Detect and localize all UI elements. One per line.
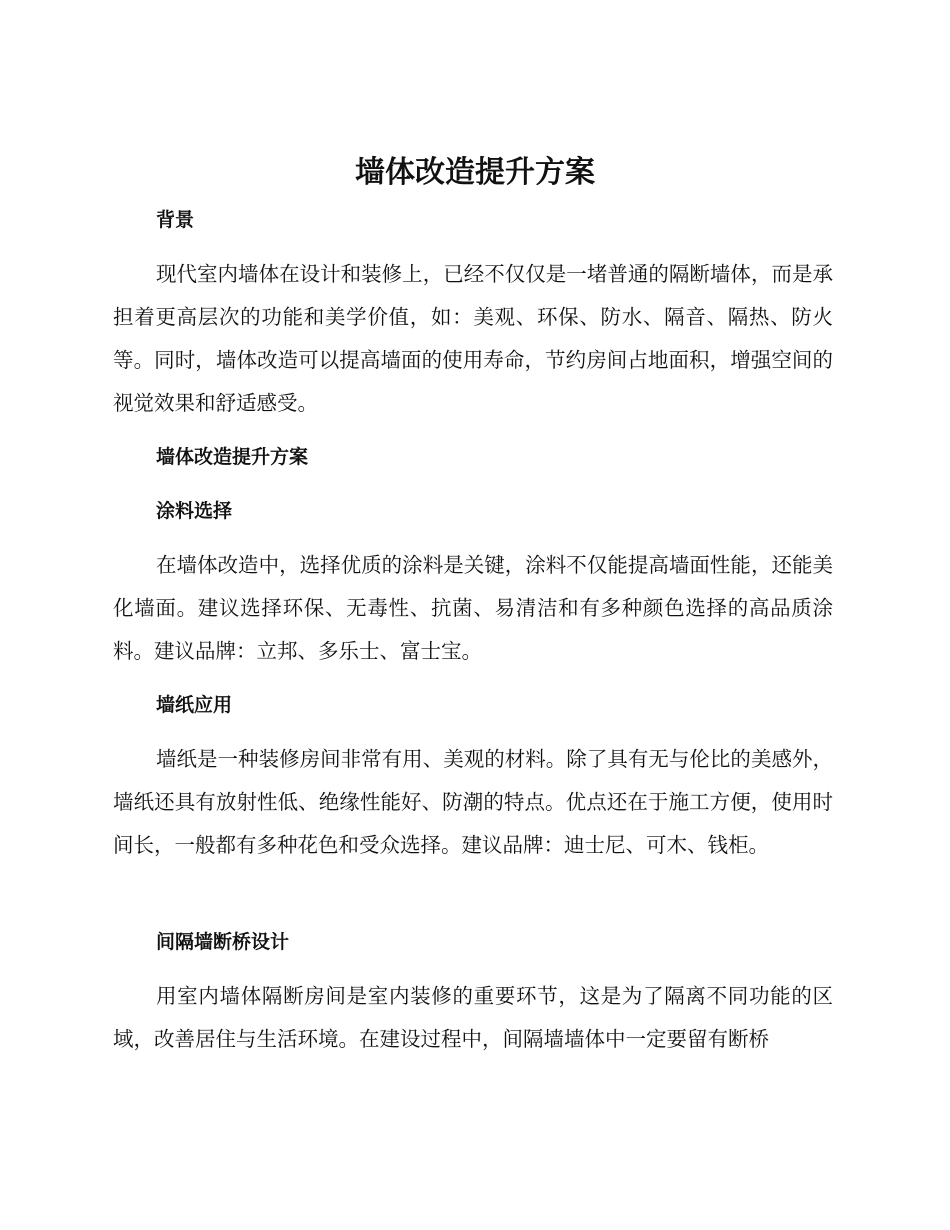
section-heading-coating: 涂料选择 (156, 500, 233, 522)
section-heading-wallpaper: 墙纸应用 (156, 694, 233, 716)
section-heading-background: 背景 (156, 209, 195, 231)
section-heading-partition: 间隔墙断桥设计 (156, 931, 290, 953)
section-paragraph-wallpaper: 墙纸是一种装修房间非常有用、美观的材料。除了具有无与伦比的美感外，墙纸还具有放射性低、绝缘性能好、防潮的特点。优点还在于施工方便，使用时间长，一般都有多种花色和受众选择。建议品牌：迪士尼、可木、钱柜。 (113, 747, 833, 857)
section-paragraph-background: 现代室内墙体在设计和装修上，已经不仅仅是一堵普通的隔断墙体，而是承担着更高层次的功能和美学价值，如：美观、环保、防水、隔音、隔热、防火等。同时，墙体改造可以提高墙面的使用寿命，节约房间占地面积，增强空间的视觉效果和舒适感受。 (113, 262, 833, 415)
section-paragraph-partition: 用室内墙体隔断房间是室内装修的重要环节，这是为了隔离不同功能的区域，改善居住与生活环境。在建设过程中，间隔墙墙体中一定要留有断桥 (113, 984, 833, 1051)
section-heading-wall-plan: 墙体改造提升方案 (156, 446, 309, 468)
document-title: 墙体改造提升方案 (355, 155, 595, 190)
section-paragraph-coating: 在墙体改造中，选择优质的涂料是关键，涂料不仅能提高墙面性能，还能美化墙面。建议选择环保、无毒性、抗菌、易清洁和有多种颜色选择的高品质涂料。建议品牌：立邦、多乐士、富士宝。 (113, 553, 833, 663)
